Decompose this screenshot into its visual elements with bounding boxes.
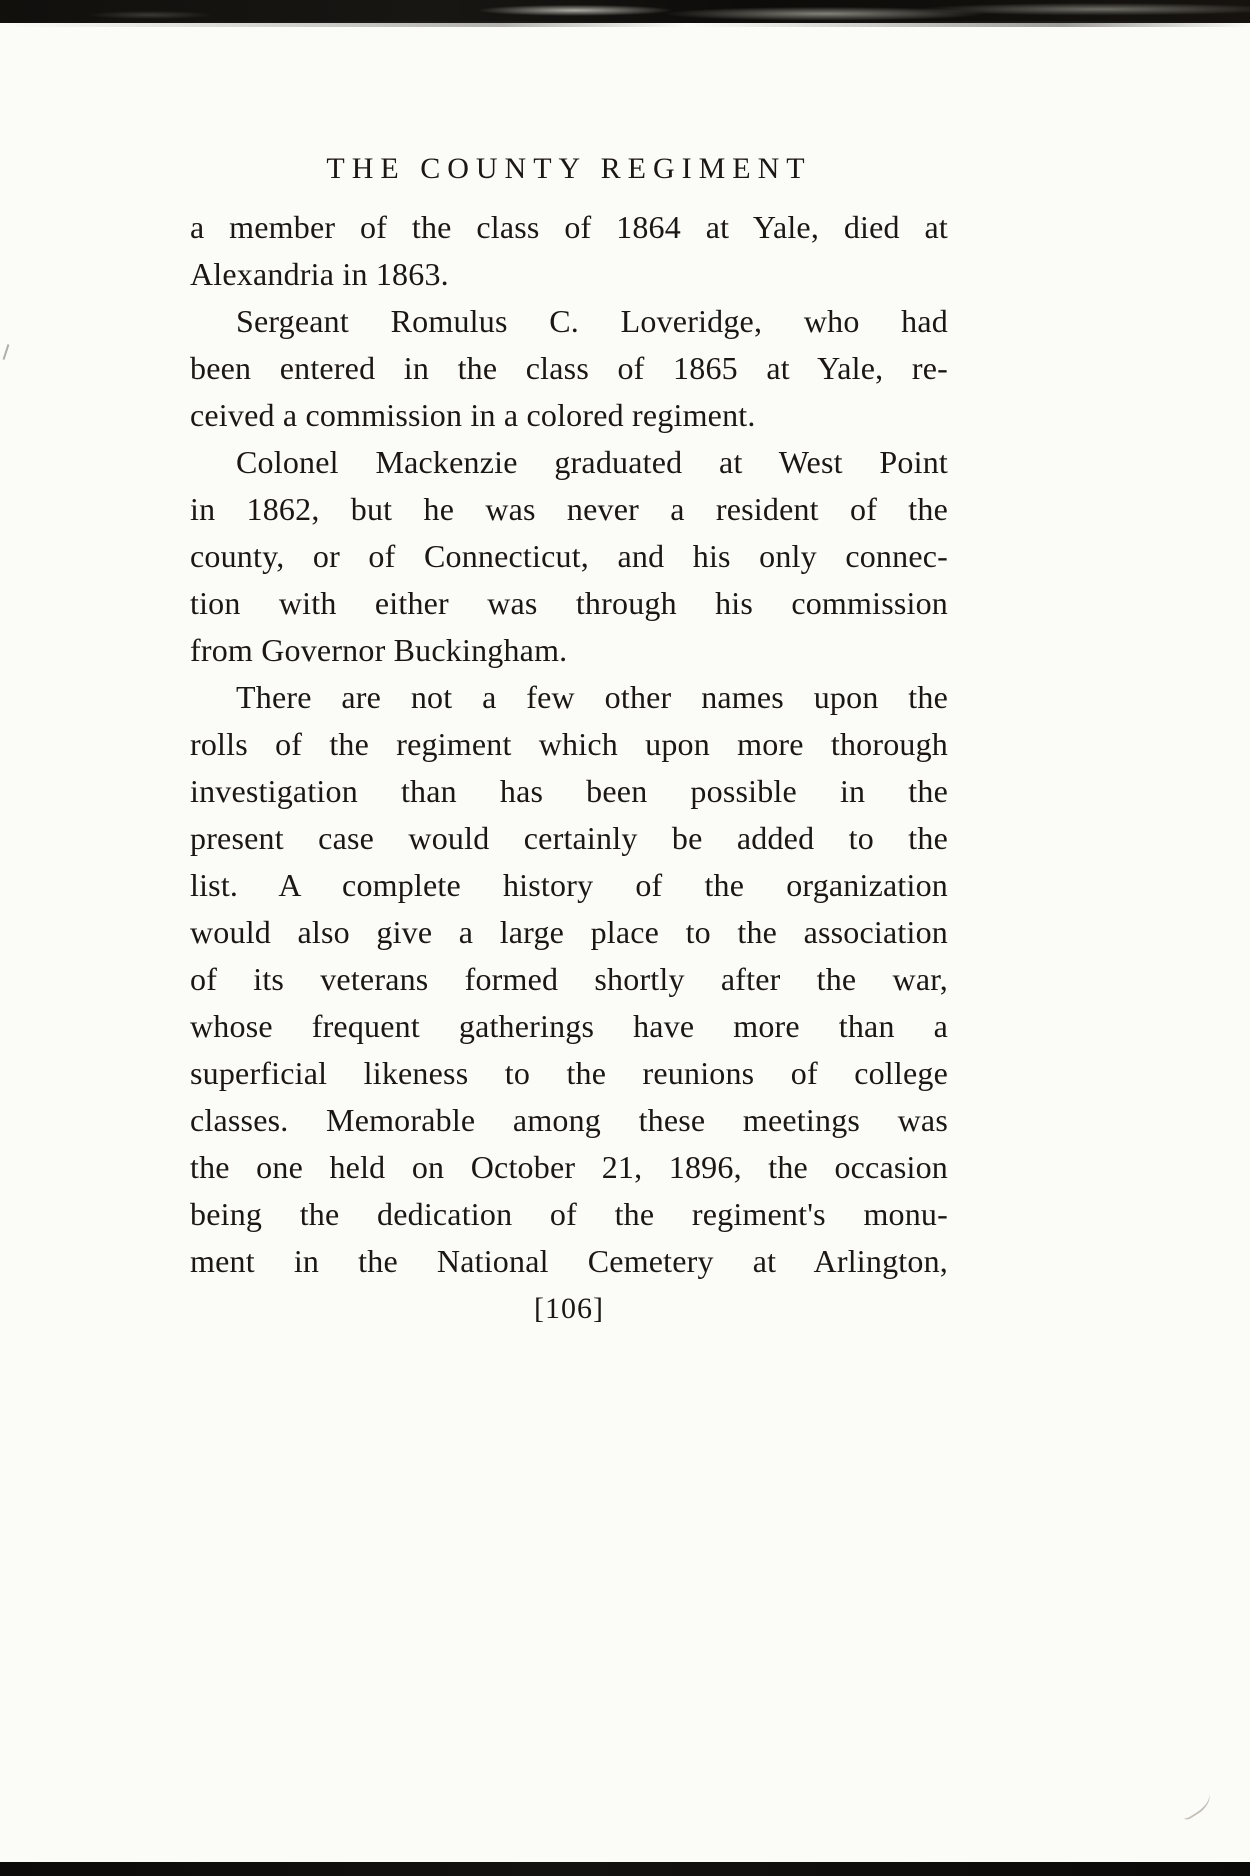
text-line: ceived a commission in a colored regiment.	[190, 397, 756, 433]
text-line: in 1862, but he was never a resident of the	[190, 491, 948, 527]
text-line: a member of the class of 1864 at Yale, died at	[190, 209, 948, 245]
scan-edge-top	[0, 0, 1250, 23]
text-line: Sergeant Romulus C. Loveridge, who had	[236, 303, 948, 339]
text-line: Colonel Mackenzie graduated at West Point	[236, 444, 948, 480]
text-line: rolls of the regiment which upon more thorough	[190, 726, 948, 762]
text-line: investigation than has been possible in the	[190, 773, 948, 809]
page-number: [106]	[534, 1292, 604, 1325]
text-line: list. A complete history of the organization	[190, 867, 948, 903]
text-line: been entered in the class of 1865 at Yale, re-	[190, 350, 948, 386]
text-line: superficial likeness to the reunions of college	[190, 1055, 948, 1091]
scan-artifact-left-tick	[3, 344, 10, 360]
scan-artifact-pencil-mark	[1175, 1787, 1214, 1822]
text-line: tion with either was through his commission	[190, 585, 948, 621]
text-line: whose frequent gatherings have more than a	[190, 1008, 948, 1044]
page-title: THE COUNTY REGIMENT	[326, 152, 812, 185]
scan-edge-bottom	[0, 1862, 1250, 1876]
text-line: would also give a large place to the association	[190, 914, 948, 950]
text-line: present case would certainly be added to the	[190, 820, 948, 856]
body-text	[190, 204, 948, 1285]
text-line: of its veterans formed shortly after the war,	[190, 961, 948, 997]
text-line: the one held on October 21, 1896, the occasion	[190, 1149, 948, 1185]
text-line: classes. Memorable among these meetings was	[190, 1102, 948, 1138]
text-line: Alexandria in 1863.	[190, 256, 449, 292]
text-line: being the dedication of the regiment's monu-	[190, 1196, 948, 1232]
text-block	[190, 150, 948, 1333]
text-line: from Governor Buckingham.	[190, 632, 568, 668]
text-line: There are not a few other names upon the	[236, 679, 948, 715]
text-line: ment in the National Cemetery at Arlington,	[190, 1243, 948, 1279]
text-line: county, or of Connecticut, and his only connec-	[190, 538, 948, 574]
